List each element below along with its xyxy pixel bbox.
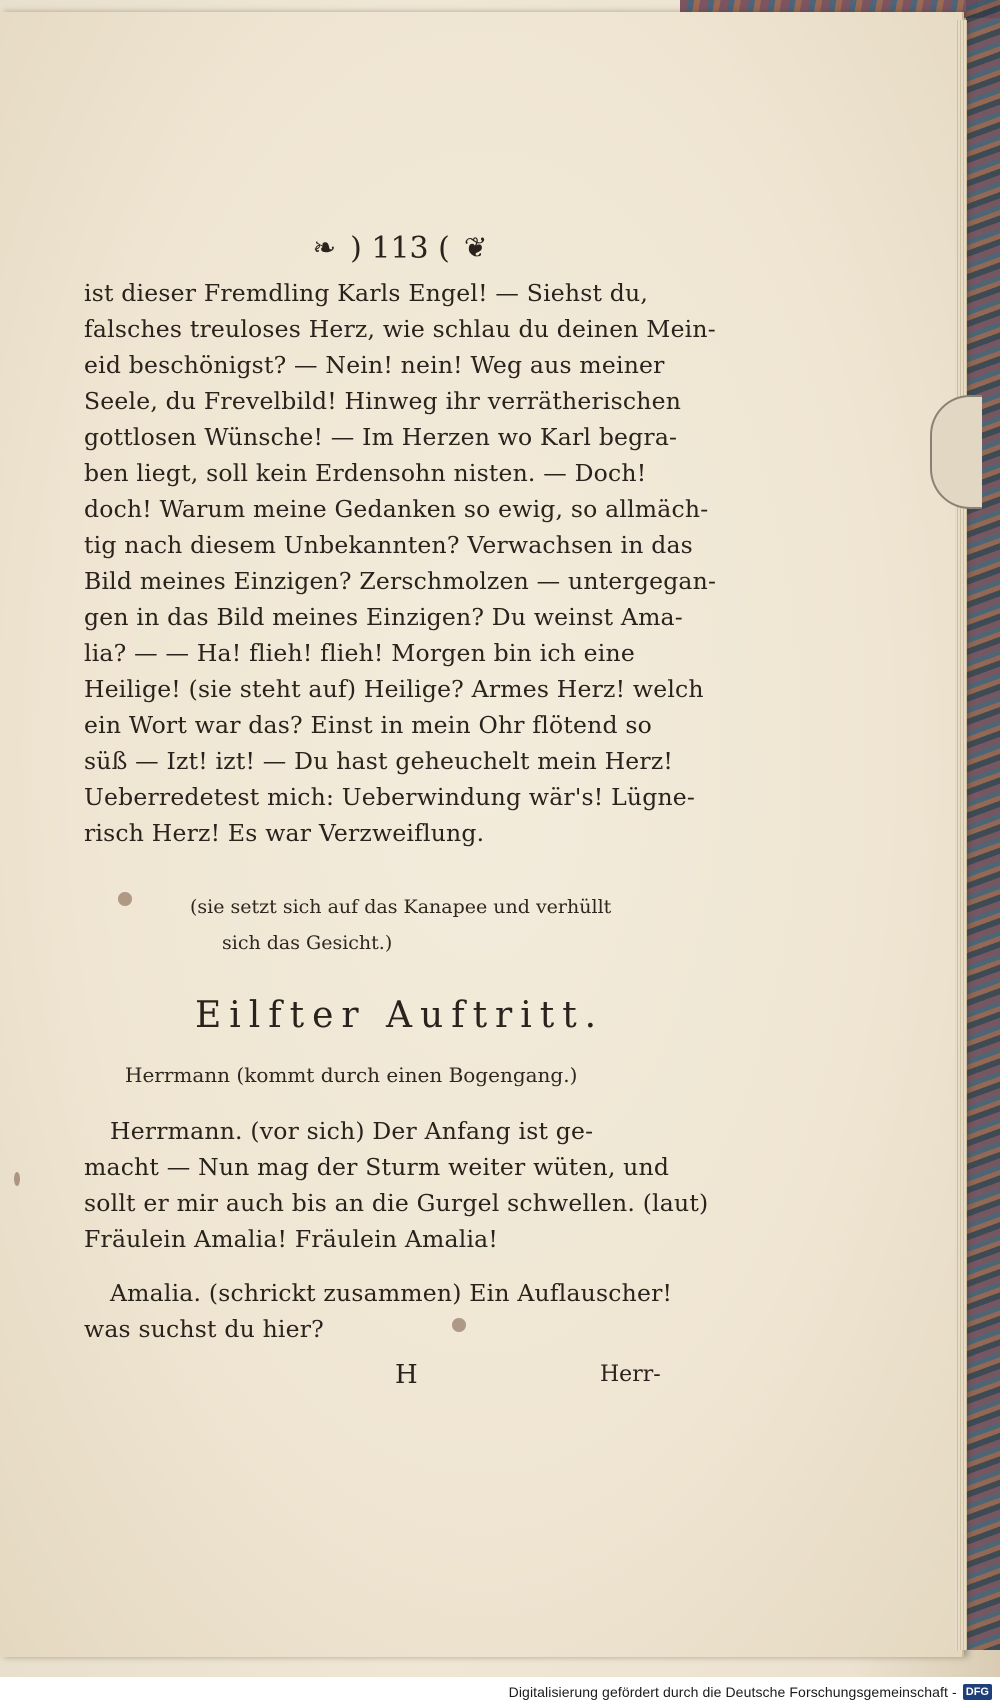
ink-stain [452,1318,466,1332]
ink-stain [14,1172,20,1186]
dialogue-line: Herrmann. (vor sich) Der Anfang ist ge- [110,1117,594,1145]
dialogue-line: macht — Nun mag der Sturm weiter wüten, und [84,1153,670,1181]
text-line: ein Wort war das? Einst in mein Ohr flötend so [84,711,652,739]
page-number: ) 113 ( [350,230,450,266]
digitization-credit-bar [0,1677,1000,1707]
text-line: doch! Warum meine Gedanken so ewig, so allmäch- [84,495,709,523]
catchword: Herr- [600,1362,661,1387]
marbled-cover-edge [966,0,1000,1650]
text-line: süß — Izt! izt! — Du hast geheuchelt mein Herz! [84,747,674,775]
ornament-left-icon: ❧ [312,231,337,264]
page-edges [955,20,967,1650]
ink-stain [118,892,132,906]
text-line: risch Herz! Es war Verzweiflung. [84,819,485,847]
text-line: Ueberredetest mich: Ueberwindung wär's! Lügne- [84,783,696,811]
text-line: Seele, du Frevelbild! Hinweg ihr verrätherischen [84,387,682,415]
stage-direction: sich das Gesicht.) [222,932,393,954]
text-line: Bild meines Einzigen? Zerschmolzen — untergegan- [84,567,717,595]
text-line: gen in das Bild meines Einzigen? Du weinst Ama- [84,603,683,631]
credit-text: Digitalisierung gefördert durch die Deutsche Forschungsgemeinschaft - [508,1684,957,1700]
text-line: Heilige! (sie steht auf) Heilige? Armes Herz! welch [84,675,704,703]
dialogue-line: Amalia. (schrickt zusammen) Ein Auflauscher! [110,1279,673,1307]
text-line: eid beschönigst? — Nein! nein! Weg aus meiner [84,351,665,379]
text-line: tig nach diesem Unbekannten? Verwachsen in das [84,531,693,559]
text-line: falsches treuloses Herz, wie schlau du deinen Mein- [84,315,716,343]
signature-mark: H [395,1360,418,1390]
dialogue-line: sollt er mir auch bis an die Gurgel schwellen. (laut) [84,1189,709,1217]
dialogue-line: Fräulein Amalia! Fräulein Amalia! [84,1225,499,1253]
text-line: lia? — — Ha! flieh! flieh! Morgen bin ich eine [84,639,635,667]
text-line: ist dieser Fremdling Karls Engel! — Siehst du, [84,279,649,307]
page-tab-mark [930,395,982,509]
scene-heading: Eilfter Auftritt. [195,995,605,1036]
text-line: gottlosen Wünsche! — Im Herzen wo Karl begra- [84,423,678,451]
text-line: ben liegt, soll kein Erdensohn nisten. — Doch! [84,459,647,487]
running-head [270,228,530,268]
scene-entrance: Herrmann (kommt durch einen Bogengang.) [125,1063,578,1087]
stage-direction: (sie setzt sich auf das Kanapee und verhüllt [190,896,612,918]
ornament-right-icon: ❦ [463,231,488,264]
dialogue-line: was suchst du hier? [84,1315,324,1343]
dfg-logo-icon: DFG [963,1684,992,1700]
